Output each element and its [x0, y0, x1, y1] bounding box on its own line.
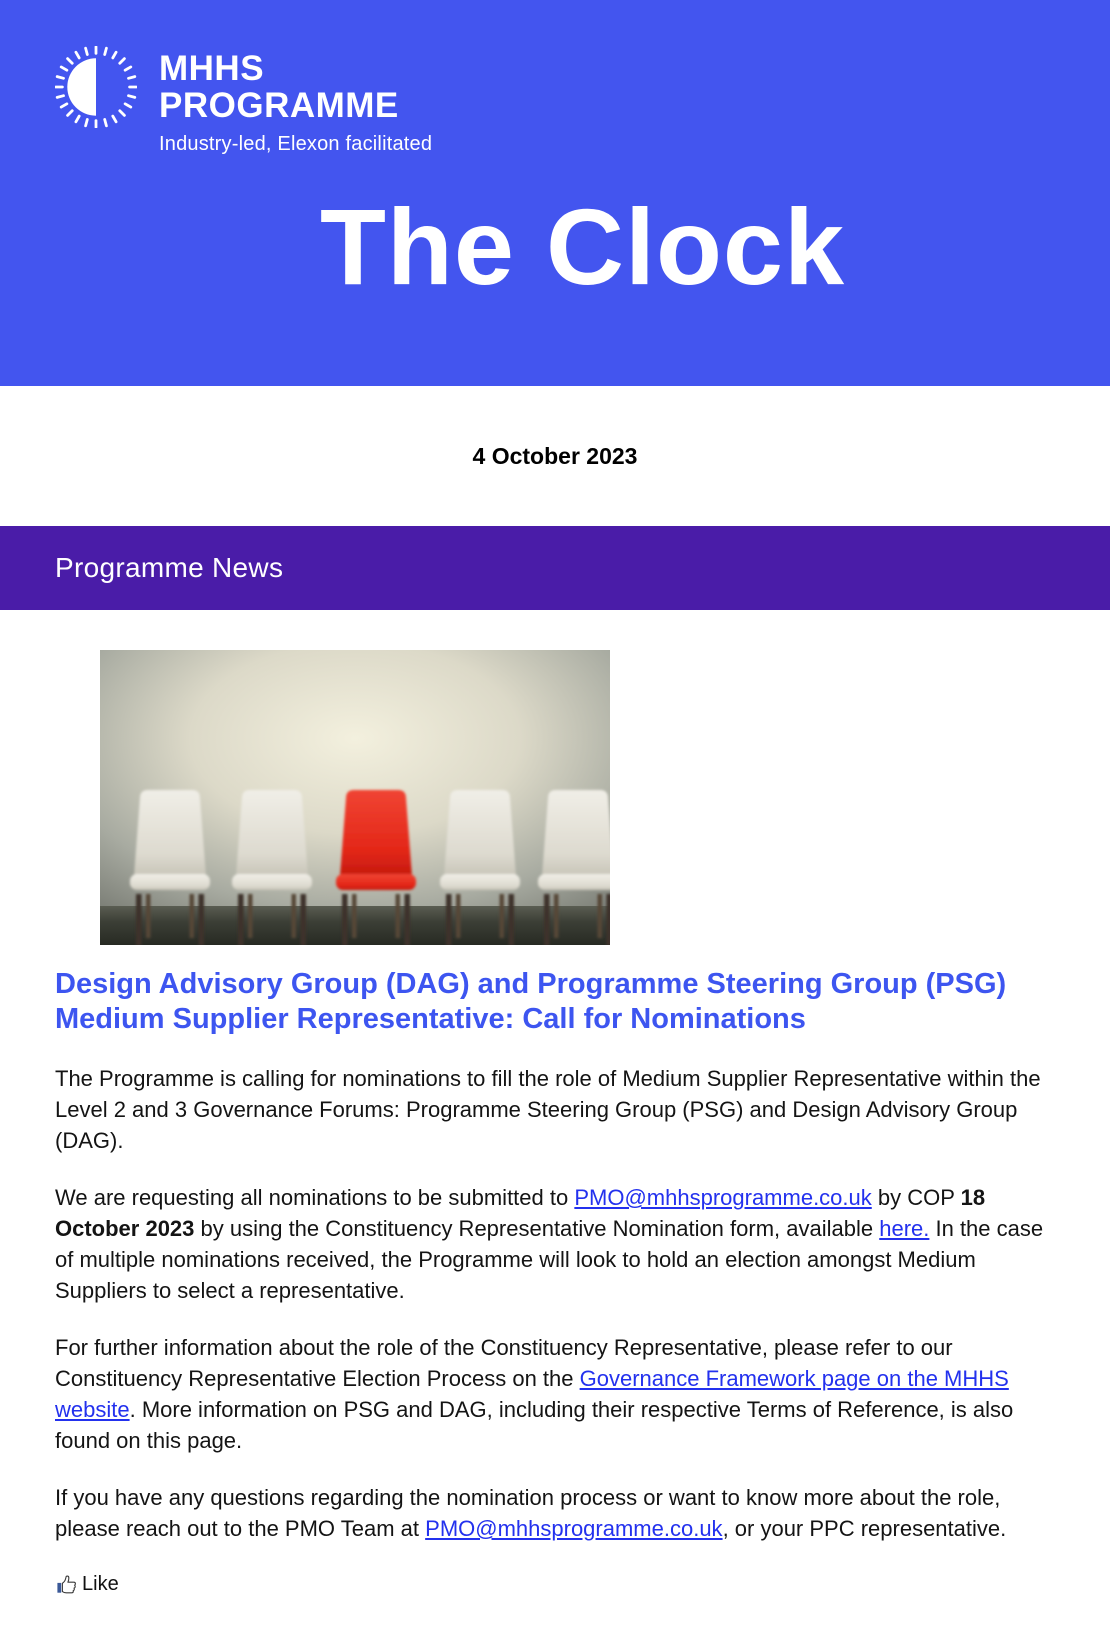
article — [0, 650, 1110, 1601]
logo-tagline: Industry-led, Elexon facilitated — [159, 133, 433, 156]
text-segment: For further information about the role of the Constituency Representative, please refer to our Constituency Representative Election Process on the — [55, 1335, 953, 1391]
text-segment: If you have any questions regarding the nomination process or want to know more about the role, please reach out to the PMO Team at — [55, 1485, 1001, 1541]
text-segment: In the case of multiple nominations received, the Programme will look to hold an election amongst Medium Suppliers to select a representative. — [55, 1216, 1044, 1303]
text-segment: by using the Constituency Representative Nomination form, available — [194, 1216, 880, 1241]
text-segment: . More information on PSG and DAG, including their respective Terms of Reference, is also found on this page. — [55, 1397, 1014, 1453]
logo-line2: PROGRAMME — [159, 86, 399, 126]
text-segment: The Programme is calling for nominations to fill the role of Medium Supplier Representative within the Level 2 and 3 Governance Forums: Programme Steering Group (PSG) and Design Advisory Group (DAG). — [55, 1066, 1041, 1153]
red-chair-among-white-chairs-photo — [100, 650, 610, 945]
section-band-programme-news — [0, 526, 1110, 610]
like-button[interactable] — [55, 1572, 119, 1596]
link-nomination-form-here[interactable]: here. — [879, 1216, 930, 1241]
section-band-label: Programme News — [55, 552, 284, 583]
link-pmo-email[interactable]: PMO@mhhsprogramme.co.uk — [574, 1185, 872, 1210]
paragraph-1 — [55, 1063, 1055, 1156]
logo-wordmark — [159, 46, 432, 156]
text-segment: by COP — [871, 1185, 961, 1210]
article-heading: Design Advisory Group (DAG) and Programme Steering Group (PSG) Medium Supplier Representative: Call for Nominations — [55, 968, 1007, 1035]
text-segment: , or your PPC representative. — [722, 1516, 1007, 1541]
newsletter-title: The Clock — [319, 186, 846, 308]
logo-line1: MHHS — [159, 49, 265, 88]
link-pmo-email-2[interactable]: PMO@mhhsprogramme.co.uk — [425, 1516, 723, 1541]
paragraph-2 — [55, 1182, 1055, 1306]
issue-date: 4 October 2023 — [472, 442, 638, 469]
bold-text: 18 October 2023 — [55, 1185, 986, 1241]
paragraph-4 — [55, 1482, 1055, 1544]
clock-sun-logo-icon — [55, 46, 137, 128]
mhhs-logo — [55, 46, 1110, 156]
paragraph-3 — [55, 1332, 1055, 1456]
thumbs-up-icon — [55, 1572, 79, 1596]
like-label: Like — [82, 1572, 119, 1595]
text-segment: We are requesting all nominations to be submitted to — [55, 1185, 575, 1210]
link-governance-framework-page[interactable]: Governance Framework page on the MHHS website — [55, 1366, 1009, 1422]
header-banner — [0, 0, 1110, 386]
